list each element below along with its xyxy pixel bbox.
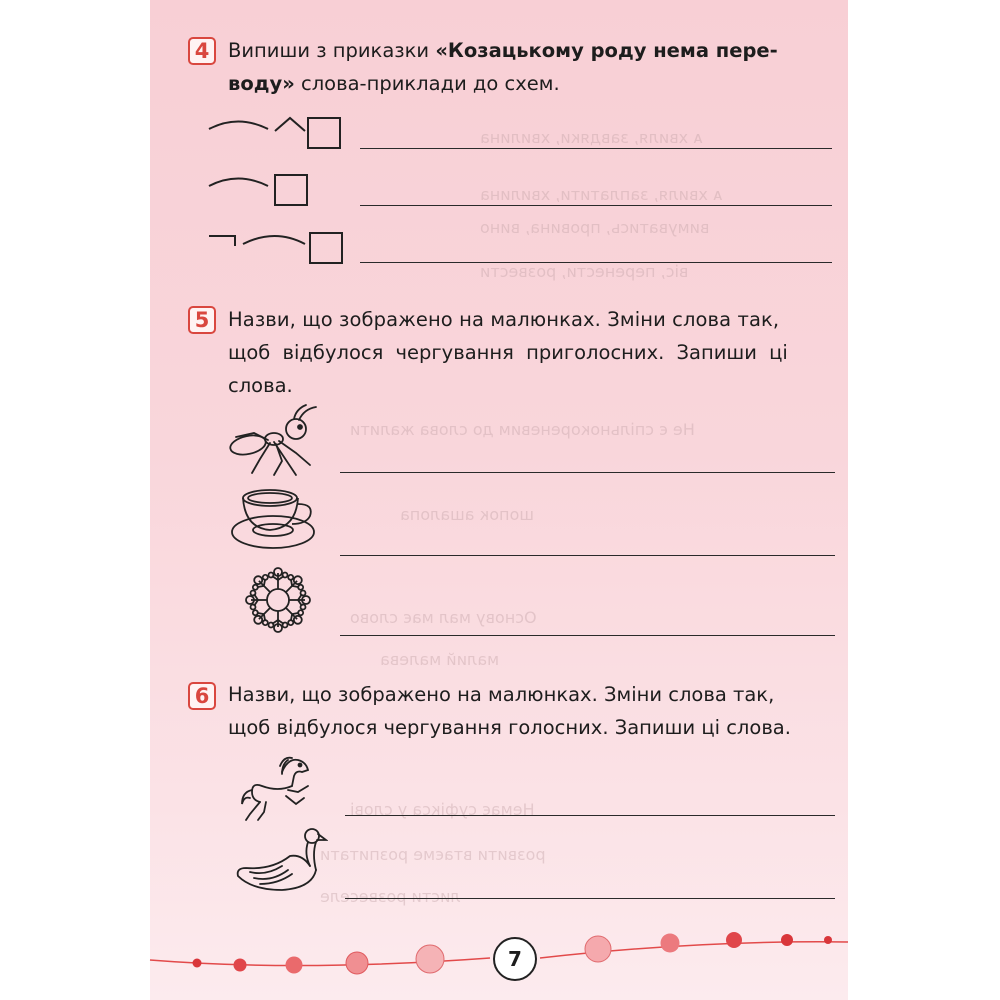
exercise-number-badge: 6 (188, 682, 216, 710)
answer-line[interactable] (340, 555, 835, 556)
exercise-number-badge: 4 (188, 37, 216, 65)
answer-line[interactable] (345, 898, 835, 899)
answer-line[interactable] (360, 205, 832, 206)
horse-icon (238, 752, 318, 824)
bleed-through-text: віс, перенести, розвести (480, 262, 689, 281)
answer-line[interactable] (360, 148, 832, 149)
instruction-line: Назви, що зображено на малюнках. Зміни слова так, (228, 683, 775, 706)
instruction-text: слова-приклади до схем. (294, 72, 560, 95)
teacup-icon (230, 484, 320, 554)
snowflake-icon (243, 565, 313, 635)
instruction-line: слова. (228, 374, 293, 397)
instruction-line: щоб відбулося чергування голосних. Запиши ці слова. (228, 716, 791, 739)
bleed-through-text: ᴀ хвиля, завдяки, хвилина (480, 128, 703, 147)
proverb-text: «Козацькому роду нема пере- (435, 39, 778, 62)
proverb-text: воду» (228, 72, 295, 95)
bleed-through-text: вимуватись, провина, вино (480, 218, 710, 237)
instruction-text: Випиши з приказки (228, 39, 436, 62)
answer-line[interactable] (340, 472, 835, 473)
word-scheme-root-suffix-ending (205, 112, 345, 156)
bleed-through-text: Не є спільнокореневим до слова жалити (350, 420, 695, 439)
bleed-through-text: шопок ашалопа (400, 505, 534, 524)
ant-icon (226, 403, 326, 478)
exercise-number-badge: 5 (188, 306, 216, 334)
word-scheme-root-ending (205, 168, 315, 212)
bleed-through-text: Основу мал має слово (350, 608, 537, 627)
bleed-through-text: малий малева (380, 650, 500, 669)
exercise-4-instruction (228, 34, 828, 100)
swan-icon (232, 826, 328, 896)
bleed-through-text: листи розвеселе (320, 887, 461, 906)
exercise-5-instruction (228, 303, 838, 402)
answer-line[interactable] (360, 262, 832, 263)
exercise-6-instruction (228, 678, 838, 744)
word-scheme-prefix-root-ending (205, 224, 345, 268)
answer-line[interactable] (345, 815, 835, 816)
bleed-through-text: Немає суфікса у слові (350, 800, 535, 819)
instruction-line: щоб відбулося чергування приголосних. Запиши ці (228, 341, 788, 364)
instruction-line: Назви, що зображено на малюнках. Зміни слова так, (228, 308, 780, 331)
bleed-through-text: ᴀ хвиля, заплатити, хвилина (480, 185, 723, 204)
page-number: 7 (493, 937, 537, 981)
bleed-through-text: розвити втаєме розпитати (320, 845, 546, 864)
answer-line[interactable] (340, 635, 835, 636)
